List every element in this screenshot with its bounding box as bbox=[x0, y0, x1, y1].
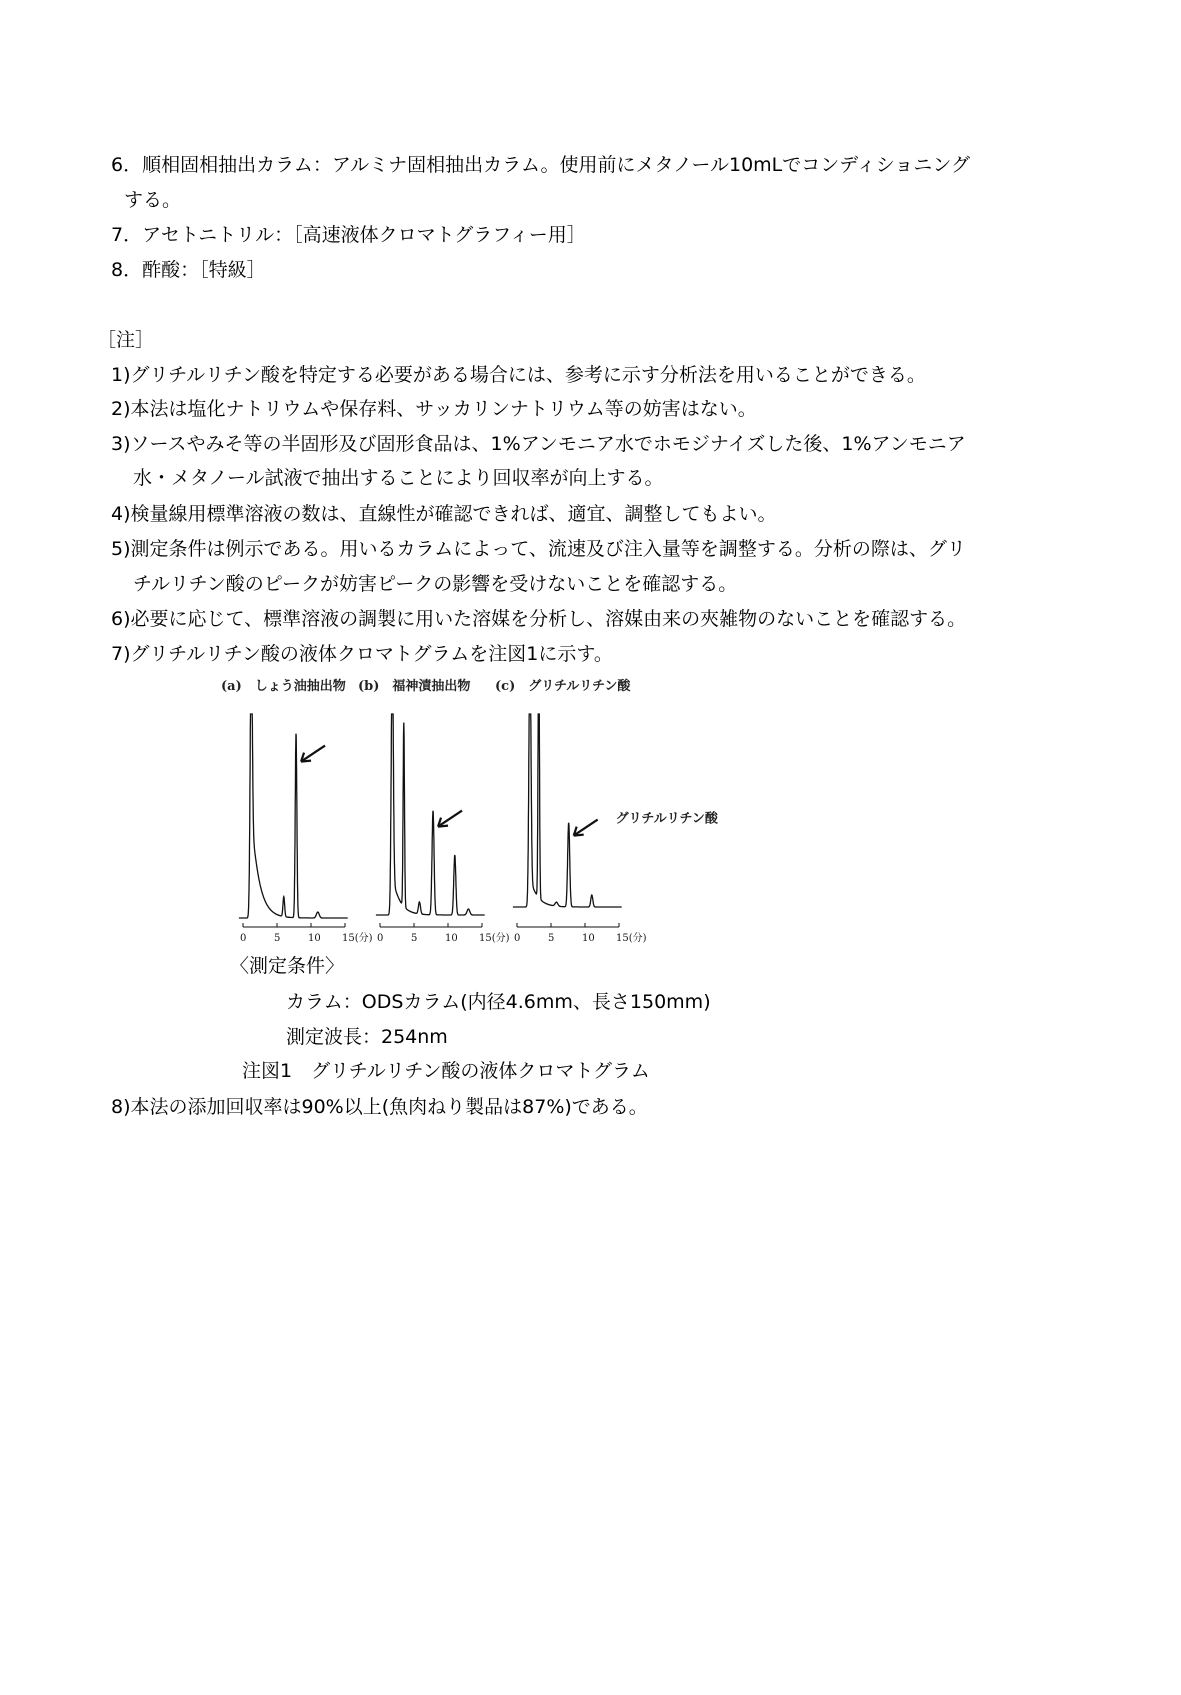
x-tick-label: 0 bbox=[240, 933, 247, 944]
note-4: 4)検量線用標準溶液の数は、直線性が確認できれば、適宜、調整してもよい。 bbox=[111, 503, 777, 525]
x-tick-label: 10 bbox=[308, 933, 321, 944]
note-1: 1)グリチルリチン酸を特定する必要がある場合には、参考に示す分析法を用いることができる。 bbox=[111, 364, 926, 386]
x-tick-label: 15(分) bbox=[342, 933, 373, 944]
panel-title: (a) しょう油抽出物 bbox=[221, 679, 346, 694]
reagent-8: 8．酢酸：［特級］ bbox=[111, 259, 266, 281]
reagent-6: 6．順相固相抽出カラム：アルミナ固相抽出カラム。使用前にメタノール10mLでコンディショニング bbox=[111, 154, 970, 176]
note-6: 6)必要に応じて、標準溶液の調製に用いた溶媒を分析し、溶媒由来の夾雑物のないことを確認する。 bbox=[111, 608, 967, 630]
chromatogram-trace bbox=[376, 714, 485, 915]
arrow-icon bbox=[438, 811, 462, 827]
x-tick-label: 5 bbox=[274, 933, 281, 944]
x-tick-label: 15(分) bbox=[479, 933, 510, 944]
note-5: 5)測定条件は例示である。用いるカラムによって、流速及び注入量等を調整する。分析の際は、グリ bbox=[111, 538, 966, 560]
reagent-6-cont: する。 bbox=[124, 189, 182, 211]
x-tick-label: 5 bbox=[548, 933, 555, 944]
x-tick-label: 5 bbox=[411, 933, 418, 944]
x-tick-label: 10 bbox=[445, 933, 458, 944]
condition-column: カラム：ODSカラム(内径4.6mm、長さ150mm) bbox=[286, 991, 711, 1013]
chromatogram-trace bbox=[239, 714, 348, 918]
note-7: 7)グリチルリチン酸の液体クロマトグラムを注図1に示す。 bbox=[111, 643, 613, 665]
peak-annotation: グリチルリチン酸 bbox=[615, 811, 718, 827]
chromatogram-trace bbox=[513, 714, 622, 907]
note-3-cont: 水・メタノール試液で抽出することにより回収率が向上する。 bbox=[133, 467, 664, 489]
figure-caption: 注図1 グリチルリチン酸の液体クロマトグラム bbox=[242, 1060, 650, 1082]
note-8: 8)本法の添加回収率は90%以上(魚肉ねり製品は87%)である。 bbox=[111, 1096, 648, 1118]
panel-title: (b) 福神漬抽出物 bbox=[358, 679, 471, 694]
note-5-cont: チルリチン酸のピークが妨害ピークの影響を受けないことを確認する。 bbox=[133, 573, 738, 595]
x-tick-label: 10 bbox=[582, 933, 595, 944]
reagent-7: 7．アセトニトリル：［高速液体クロマトグラフィー用］ bbox=[111, 224, 586, 246]
chromatogram-figure bbox=[215, 676, 775, 946]
panel-title: (c) グリチルリチン酸 bbox=[495, 679, 631, 694]
x-tick-label: 15(分) bbox=[616, 933, 647, 944]
conditions-heading: 〈測定条件〉 bbox=[230, 955, 345, 977]
arrow-icon bbox=[301, 746, 325, 762]
x-tick-label: 0 bbox=[514, 933, 521, 944]
note-2: 2)本法は塩化ナトリウムや保存料、サッカリンナトリウム等の妨害はない。 bbox=[111, 398, 757, 420]
arrow-icon bbox=[574, 820, 598, 836]
notes-heading: ［注］ bbox=[97, 329, 155, 351]
x-tick-label: 0 bbox=[377, 933, 384, 944]
condition-wavelength: 測定波長：254nm bbox=[286, 1026, 448, 1048]
note-3: 3)ソースやみそ等の半固形及び固形食品は、1%アンモニア水でホモジナイズした後、1%アンモニア bbox=[111, 433, 966, 455]
